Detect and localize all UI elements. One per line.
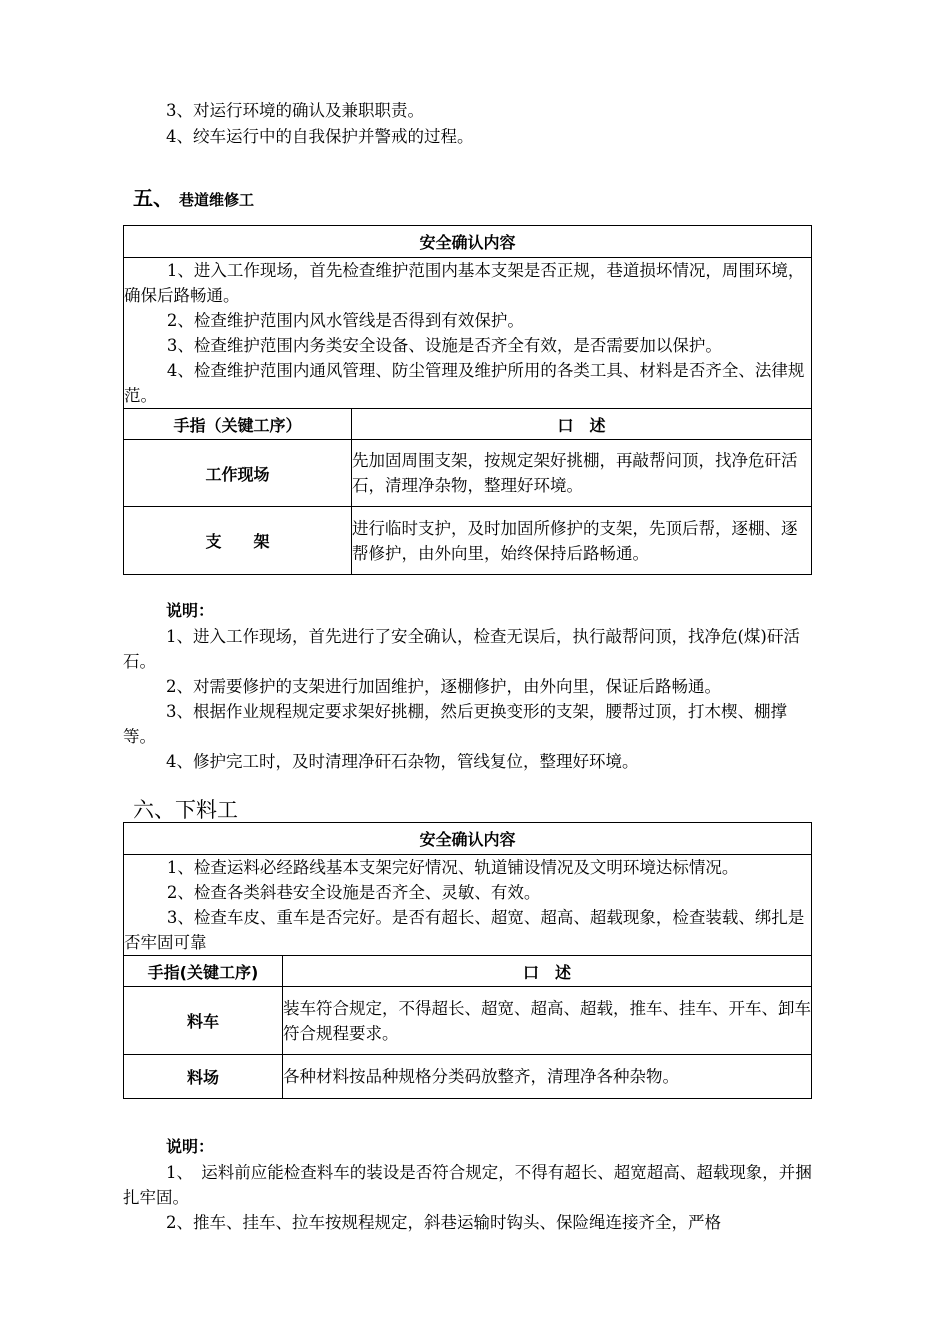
- section5-heading: [133, 185, 254, 213]
- section5-note: 3、根据作业规程规定要求架好挑棚，然后更换变形的支架，腰帮过顶，打木楔、棚撑等。: [123, 702, 787, 746]
- section5-title: 巷道维修工: [179, 191, 255, 209]
- section5-notes: [123, 624, 818, 774]
- section6-heading: [133, 797, 238, 823]
- section6-col1-header: 手指(关键工序): [124, 956, 283, 987]
- section5-col1-header: 手指（关键工序）: [124, 409, 352, 440]
- section5-row-desc: 先加固周围支架，按规定架好挑棚，再敲帮问顶，找净危矸活石，清理净杂物，整理好环境。: [352, 440, 812, 507]
- section5-confirm-item: 1、进入工作现场，首先检查维护范围内基本支架是否正规，巷道损坏情况，周围环境，确保后路畅通。: [124, 261, 805, 305]
- top-item-4: 4、绞车运行中的自我保护并警戒的过程。: [166, 127, 474, 146]
- section5-number: 五、: [133, 186, 173, 210]
- section6-confirm-item: 3、检查车皮、重车是否完好。是否有超长、超宽、超高、超载现象，检查装载、绑扎是否牢固可靠: [124, 908, 805, 952]
- section6-note: 2、推车、挂车、拉车按规程规定，斜巷运输时钩头、保险绳连接齐全，严格: [166, 1213, 721, 1232]
- section6-table: [123, 822, 812, 1099]
- section6-confirm-content: [124, 855, 812, 956]
- section6-title: 下料工: [175, 798, 238, 822]
- section5-confirm-item: 4、检查维护范围内通风管理、防尘管理及维护所用的各类工具、材料是否齐全、法律规范。: [124, 361, 805, 405]
- section6-row-key: 料车: [124, 987, 283, 1055]
- section6-table-title: 安全确认内容: [124, 823, 812, 855]
- section6-row-key: 料场: [124, 1055, 283, 1099]
- section6-note: 1、 运料前应能检查料车的装设是否符合规定，不得有超长、超宽超高、超载现象，并捆扎牢固。: [123, 1163, 812, 1207]
- section6-confirm-item: 1、检查运料必经路线基本支架完好情况、轨道铺设情况及文明环境达标情况。: [166, 858, 739, 877]
- section5-confirm-item: 3、检查维护范围内务类安全设备、设施是否齐全有效，是否需要加以保护。: [166, 336, 722, 355]
- section6-notes: [123, 1160, 820, 1235]
- section5-col2-header: 口 述: [352, 409, 812, 440]
- section5-note: 4、修护完工时，及时清理净矸石杂物，管线复位，整理好环境。: [166, 752, 639, 771]
- section5-note: 2、对需要修护的支架进行加固维护，逐棚修护，由外向里，保证后路畅通。: [166, 677, 721, 696]
- section6-number: 六、: [133, 798, 175, 822]
- section6-note-title: 说明：: [166, 1137, 215, 1156]
- section6-row-desc: 装车符合规定，不得超长、超宽、超高、超载，推车、挂车、开车、卸车符合规程要求。: [283, 987, 812, 1055]
- section5-note: 1、进入工作现场，首先进行了安全确认，检查无误后，执行敲帮问顶，找净危(煤)矸活石。: [123, 627, 800, 671]
- section5-confirm-content: [124, 258, 812, 409]
- section5-row-key: 工作现场: [124, 440, 352, 507]
- section6-confirm-item: 2、检查各类斜巷安全设施是否齐全、灵敏、有效。: [166, 883, 541, 902]
- top-item-3: 3、对运行环境的确认及兼职职责。: [166, 101, 424, 120]
- section5-confirm-item: 2、检查维护范围内风水管线是否得到有效保护。: [166, 311, 524, 330]
- section5-table: [123, 225, 812, 575]
- section5-note-title: 说明：: [166, 601, 215, 620]
- section5-row-key: 支 架: [124, 507, 352, 575]
- section6-row-desc: 各种材料按品种规格分类码放整齐，清理净各种杂物。: [283, 1055, 812, 1099]
- section6-col2-header: 口 述: [283, 956, 812, 987]
- section5-table-title: 安全确认内容: [124, 226, 812, 258]
- section5-row-desc: 进行临时支护，及时加固所修护的支架，先顶后帮，逐棚、逐帮修护，由外向里，始终保持后路畅通。: [352, 507, 812, 575]
